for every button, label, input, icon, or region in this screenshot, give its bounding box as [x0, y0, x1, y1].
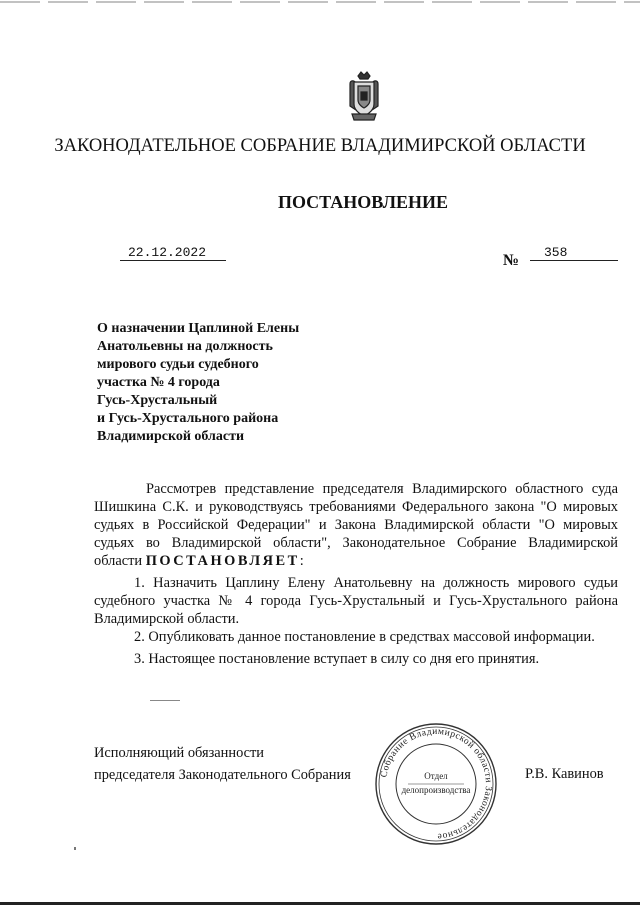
subject-line: и Гусь-Хрустального района: [97, 411, 279, 426]
subject-line: Анатольевны на должность: [97, 339, 273, 354]
document-date: 22.12.2022: [120, 245, 226, 261]
scan-edge-top: [0, 1, 640, 3]
signer-role-line: Исполняющий обязанности: [94, 745, 265, 761]
item-1: 1. Назначить Цаплину Елену Анатольевну на должность мирового судьи судебного участка № 4 города Гусь-Хрустальный и Гусь-Хрустального района Владимирской области.: [94, 575, 618, 627]
document-number: 358: [530, 245, 618, 261]
preamble-paragraph: [94, 480, 618, 570]
seal-center-line: делопроизводства: [401, 785, 471, 795]
seal-center-line: Отдел: [424, 771, 448, 781]
subject-line: Владимирской области: [97, 429, 245, 444]
decree-colon: :: [299, 553, 304, 569]
decree-word: ПОСТАНОВЛЯЕТ: [145, 553, 300, 569]
scan-mark: [74, 847, 76, 850]
signer-name: Р.В. Кавинов: [525, 766, 604, 782]
coat-of-arms-icon: [344, 70, 384, 122]
svg-text:Собрание Владимирской области: Собрание Владимирской области Законодательное: [379, 726, 494, 842]
subject-line: Гусь-Хрустальный: [97, 393, 218, 408]
signer-role-line: председателя Законодательного Собрания: [94, 767, 351, 783]
document-body: [94, 480, 618, 668]
document-subject: [97, 320, 299, 446]
item-3: 3. Настоящее постановление вступает в силу со дня его принятия.: [134, 651, 540, 667]
subject-line: мирового судьи судебного: [97, 357, 259, 372]
organization-name: ЗАКОНОДАТЕЛЬНОЕ СОБРАНИЕ ВЛАДИМИРСКОЙ ОБЛАСТИ: [54, 136, 586, 156]
number-sign: №: [503, 252, 520, 269]
document-type: ПОСТАНОВЛЕНИЕ: [277, 192, 449, 212]
scan-mark: [150, 700, 180, 701]
subject-line: участка № 4 города: [97, 375, 220, 390]
item-2: 2. Опубликовать данное постановление в средствах массовой информации.: [134, 629, 595, 645]
official-seal-stamp: [372, 722, 500, 846]
preamble-text: Рассмотрев представление председателя Владимирского областного суда Шишкина С.К. и руководствуясь требованиями Федерального закона "О мировых судьях в Российской Федерации" и Закона Владимирской области "О мировых судьях во Владимирской области", Законодательное Собрание Владимирской области: [94, 481, 618, 569]
signer-role: [94, 742, 351, 786]
subject-line: О назначении Цаплиной Елены: [97, 321, 300, 336]
